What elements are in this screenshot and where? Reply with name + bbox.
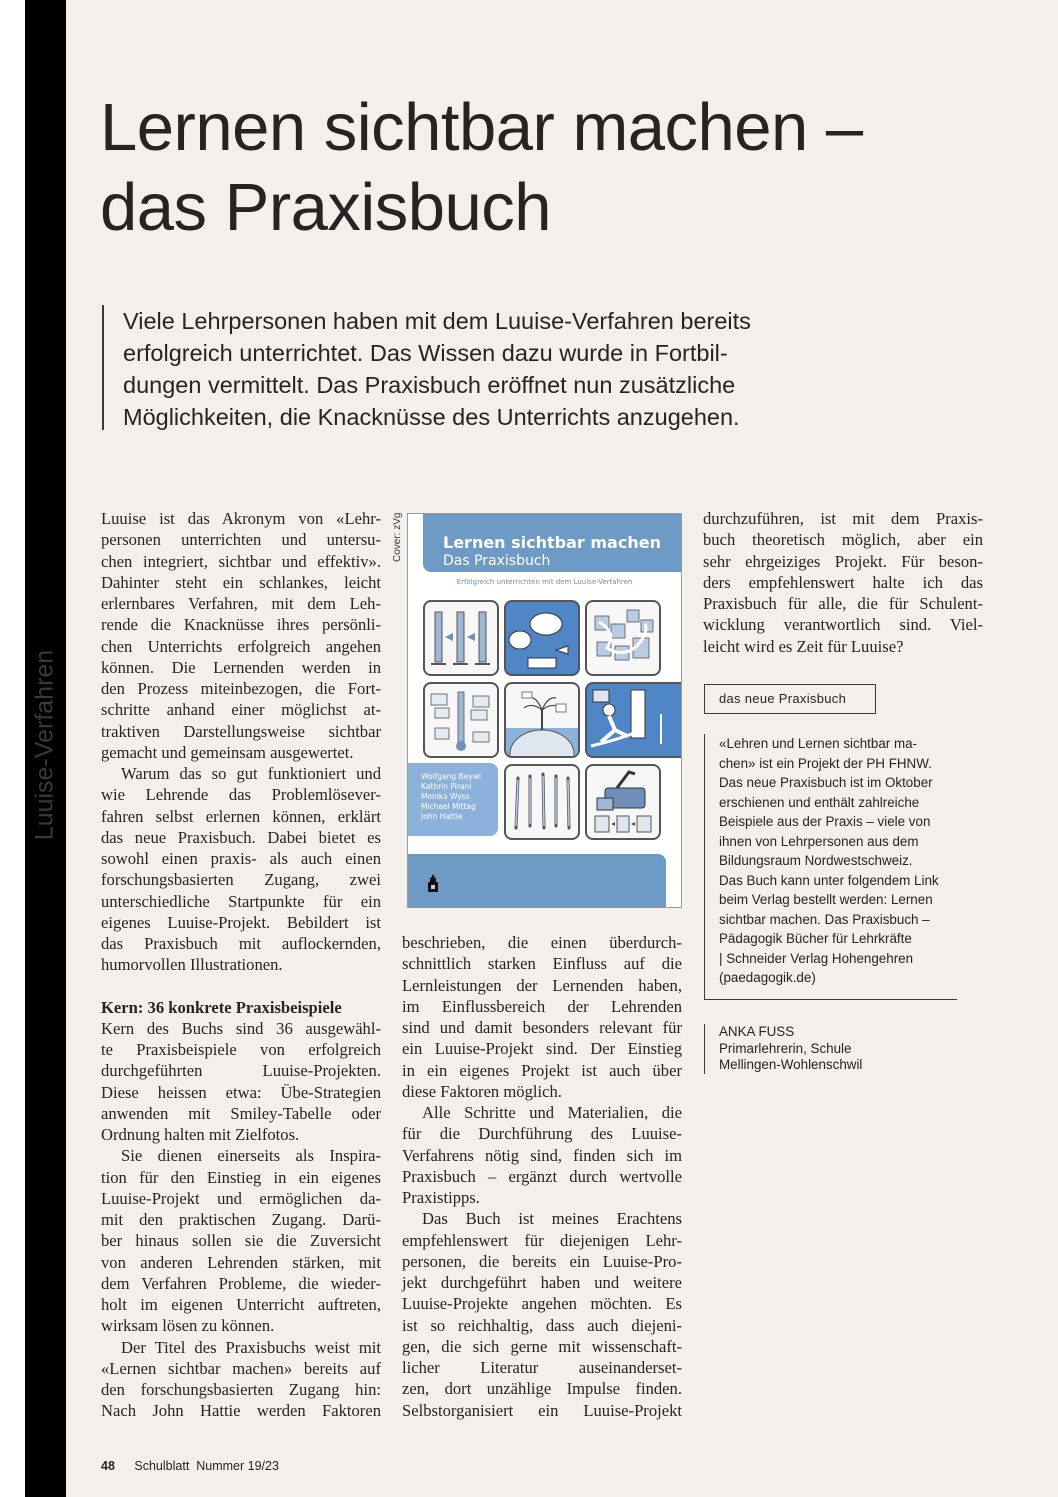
text-line: wicklung verantwortlich sind. Viel- — [703, 615, 983, 635]
title-line: Lernen sichtbar machen – — [100, 90, 863, 165]
text-line: den Prozess miteinbezogen, die Fort- — [101, 679, 381, 698]
text-line: eigenes Luuise-Projekt. Bebildert ist — [101, 912, 381, 932]
text-line: «Lernen sichtbar machen» bereits auf — [101, 1358, 381, 1378]
cover-title: Lernen sichtbar machen — [443, 533, 661, 552]
info-line: erschienen und enthält zahlreiche — [719, 794, 920, 810]
text-line: Dahinter steht ein schlankes, leicht — [101, 572, 381, 592]
illustration-speech-bubble — [504, 600, 580, 676]
author-role: Mellingen-Wohlenschwil — [719, 1057, 863, 1072]
info-line: Das neue Praxisbuch ist im Oktober — [719, 775, 933, 790]
text-line: das neue Praxisbuch. Dabei bietet es — [101, 827, 381, 847]
author-text — [719, 1024, 862, 1074]
text-line: können. Die Lernenden werden in — [101, 657, 381, 677]
text-line: erlernbares Verfahren, mit dem Leh- — [101, 594, 381, 613]
text-line: ist so reichhaltig, dass auch diejeni- — [402, 1315, 682, 1335]
author-byline — [704, 1024, 862, 1074]
paragraph — [101, 1018, 381, 1146]
lead-line: dungen vermittelt. Das Praxisbuch eröffnet nun zusätzliche — [123, 372, 736, 398]
text-line: Luuise ist das Akronym von «Lehr- — [101, 509, 381, 528]
text-line: dem Verfahren Probleme, die wieder- — [101, 1273, 381, 1293]
paragraph — [101, 1145, 381, 1336]
author-role: Primarlehrerin, Schule — [719, 1040, 852, 1056]
text-line: sowohl einen praxis- als auch einen — [101, 849, 381, 868]
text-line: schritte anhand einer möglichst at- — [101, 700, 381, 720]
text-line: den forschungsbasierten Zugang hin: — [101, 1380, 381, 1399]
publisher-link[interactable]: | Schneider Verlag Hohengehren — [719, 950, 914, 966]
info-box-text — [719, 734, 959, 988]
info-line: Beispiele aus der Praxis – viele von — [719, 814, 931, 829]
text-line: Diese heissen etwa: Übe-Strategien — [101, 1082, 381, 1102]
paragraph — [101, 508, 381, 763]
info-line: Bildungsraum Nordwestschweiz. — [719, 853, 913, 868]
text-line: mit den praktischen Zugang. Darü- — [101, 1210, 381, 1229]
cover-tagline: Erfolgreich unterrichten mit dem Luuise-Verfahren — [456, 578, 633, 586]
text-line: Verfahrens nötig sind, finden sich im — [402, 1145, 682, 1165]
text-line: gen, die sich gerne mit wissenschaft- — [402, 1336, 682, 1356]
paragraph — [101, 763, 381, 976]
text-line: Der Titel des Praxisbuchs weist mit — [121, 1337, 381, 1357]
illustration-measuring-cylinders — [423, 600, 499, 676]
text-line: unterschiedliche Startpunkte für ein — [101, 891, 381, 911]
book-cover-image — [407, 513, 682, 908]
info-line: beim Verlag bestellt werden: Lernen — [719, 892, 933, 907]
cover-publisher-band — [408, 854, 666, 907]
info-line: Das Buch kann unter folgendem Link — [719, 872, 939, 888]
publication-name: Schulblatt Nummer 19/23 — [134, 1459, 279, 1473]
page-footer — [101, 1459, 279, 1473]
text-line: durchzuführen, ist mit dem Praxis- — [703, 509, 983, 528]
text-line: Praxisbuch für alle, die für Schulent- — [703, 594, 983, 613]
text-line: fahren selbst erlernen können, erklärt — [101, 806, 381, 826]
text-line: te Praxisbeispiele von erfolgreich — [101, 1040, 381, 1059]
text-line: wirksam lösen zu können. — [101, 1316, 275, 1336]
text-line: Lernleistungen der Lernenden haben, — [402, 975, 682, 995]
text-line: zen, dort unzählige Impulse finden. — [402, 1379, 682, 1399]
text-line: wie Lehrende das Problemlösever- — [101, 785, 381, 805]
info-box-tab: das neue Praxisbuch — [704, 684, 876, 714]
cover-title-band — [423, 514, 681, 572]
text-line: Selbstorganisiert ein Luuise-Projekt — [402, 1400, 682, 1420]
cover-author: Monika Wyss — [421, 792, 470, 801]
text-line: humorvollen Illustrationen. — [101, 955, 283, 975]
text-line: Warum das so gut funktioniert und — [121, 764, 381, 783]
text-line: für die Durchführung des Luuise- — [402, 1124, 682, 1144]
illustration-excavator — [585, 764, 661, 840]
cover-author: Michael Mittag — [421, 802, 476, 811]
author-name: ANKA FUSS — [719, 1024, 795, 1039]
article-column-1 — [101, 508, 381, 1422]
text-line: buch theoretisch möglich, aber ein — [703, 530, 983, 550]
paragraph — [402, 1102, 682, 1208]
subheading: Kern: 36 konkrete Praxisbeispiele — [101, 997, 342, 1017]
title-line: das Praxisbuch — [100, 170, 552, 245]
info-line: «Lehren und Lernen sichtbar ma- — [719, 736, 918, 751]
publisher-link[interactable]: Pädagogik Bücher für Lehrkräfte — [719, 931, 912, 946]
text-line: Luuise-Projekte angehen möchten. Es — [402, 1294, 682, 1314]
text-line: tion für den Einstieg in ein eigenes — [101, 1167, 381, 1187]
illustration-thermometer-cards — [423, 682, 499, 758]
text-line: ein Luuise-Projekt sind. Der Einstieg — [402, 1039, 682, 1059]
paragraph — [402, 1208, 682, 1421]
text-line: Alle Schritte und Materialien, die — [422, 1103, 682, 1122]
section-label: Luuise-Verfahren — [30, 649, 59, 841]
lead-line: Möglichkeiten, die Knacknüsse des Unterrichts anzugehen. — [123, 404, 740, 430]
lead-line: Viele Lehrpersonen haben mit dem Luuise-Verfahren bereits — [123, 308, 751, 334]
text-line: Sie dienen einerseits als Inspira- — [121, 1146, 381, 1166]
text-line: in ein eigenes Projekt ist auch über — [402, 1060, 682, 1080]
text-line: personen, die bereits ein Luuise-Pro- — [402, 1251, 682, 1271]
text-line: chen Unterrichts erfolgreich angehen — [101, 636, 381, 656]
lead-text — [123, 305, 883, 433]
text-line: ders empfehlenswert halte ich das — [703, 572, 983, 592]
text-line: rende die Knacknüsse ihres persönli- — [101, 615, 381, 635]
text-line: Das Buch ist meines Erachtens — [422, 1209, 682, 1229]
info-box — [704, 734, 957, 1000]
illustration-island-tree — [504, 682, 580, 758]
text-line: Praxistipps. — [402, 1188, 480, 1207]
text-line: Luuise-Projekt und ermöglichen da- — [101, 1188, 381, 1208]
text-line: schnittlich starken Einfluss auf die — [402, 954, 682, 974]
text-line: traktiven Darstellungsweise sichtbar — [101, 721, 381, 741]
article-column-3 — [703, 508, 983, 657]
text-line: anwenden mit Smiley-Tabelle oder — [101, 1103, 381, 1123]
text-line: sehr ehrgeiziges Projekt. Für beson- — [703, 551, 983, 571]
paragraph — [703, 508, 983, 657]
cover-credit: Cover: zVg — [392, 512, 403, 562]
text-line: Nach John Hattie werden Faktoren — [101, 1401, 381, 1421]
illustration-running-figure — [585, 682, 682, 758]
text-line: im Einflussbereich der Lehrenden — [402, 996, 682, 1016]
info-line: ihnen von Lehrpersonen aus dem — [719, 833, 919, 849]
text-line: leicht wird es Zeit für Luuise? — [703, 636, 904, 656]
text-line: sind und damit besonders relevant für — [402, 1018, 682, 1037]
text-line: holt im eigenen Unterricht auftreten, — [101, 1295, 381, 1314]
cover-authors — [408, 763, 498, 836]
paragraph — [402, 932, 682, 1102]
text-line: Ordnung halten mit Zielfotos. — [101, 1125, 300, 1144]
text-line: beschrieben, die einen überdurch- — [402, 933, 682, 952]
article-title — [100, 88, 1000, 248]
publisher-link[interactable]: (paedagogik.de) — [719, 970, 816, 985]
text-line: Praxisbuch – ergänzt durch wertvolle — [402, 1166, 682, 1186]
text-line: das Praxisbuch mit auflockernden, — [101, 934, 381, 953]
publisher-link[interactable]: sichtbar machen. Das Praxisbuch – — [719, 911, 930, 927]
publisher-logo-icon — [428, 874, 438, 892]
lead-line: erfolgreich unterrichtet. Das Wissen dazu wurde in Fortbil- — [123, 340, 728, 366]
cover-author: Kathrin Pirani — [421, 782, 472, 791]
text-line: personen unterrichten und untersu- — [101, 530, 381, 550]
text-line: Kern des Buchs sind 36 ausgewähl- — [101, 1018, 381, 1038]
paragraph — [101, 1337, 381, 1422]
illustration-pencils — [504, 764, 580, 840]
text-line: forschungsbasierten Zugang, zwei — [101, 870, 381, 890]
illustration-board-game — [585, 600, 661, 676]
text-line: chen integriert, sichtbar und effektiv». — [101, 551, 381, 571]
text-line: empfehlenswert für diejenigen Lehr- — [402, 1230, 682, 1250]
page-number: 48 — [101, 1459, 115, 1473]
text-line: diese Faktoren möglich. — [402, 1081, 562, 1101]
article-column-2 — [402, 932, 682, 1421]
cover-author: Wolfgang Beywl — [421, 772, 481, 781]
info-line: chen» ist ein Projekt der PH FHNW. — [719, 755, 932, 771]
text-line: ber hinaus sollen sie die Zuversicht — [101, 1231, 381, 1251]
text-line: von anderen Lehrenden stärken, mit — [101, 1252, 381, 1272]
text-line: licher Literatur auseinanderset- — [402, 1358, 682, 1377]
lead-paragraph — [102, 305, 964, 430]
cover-author: John Hattie — [421, 812, 463, 821]
cover-subtitle: Das Praxisbuch — [443, 553, 551, 569]
text-line: jekt durchgeführt haben und weitere — [402, 1273, 682, 1292]
text-line: gemacht und gemeinsam ausgewertet. — [101, 742, 354, 762]
text-line: durchgeführten Luuise-Projekten. — [101, 1061, 381, 1081]
